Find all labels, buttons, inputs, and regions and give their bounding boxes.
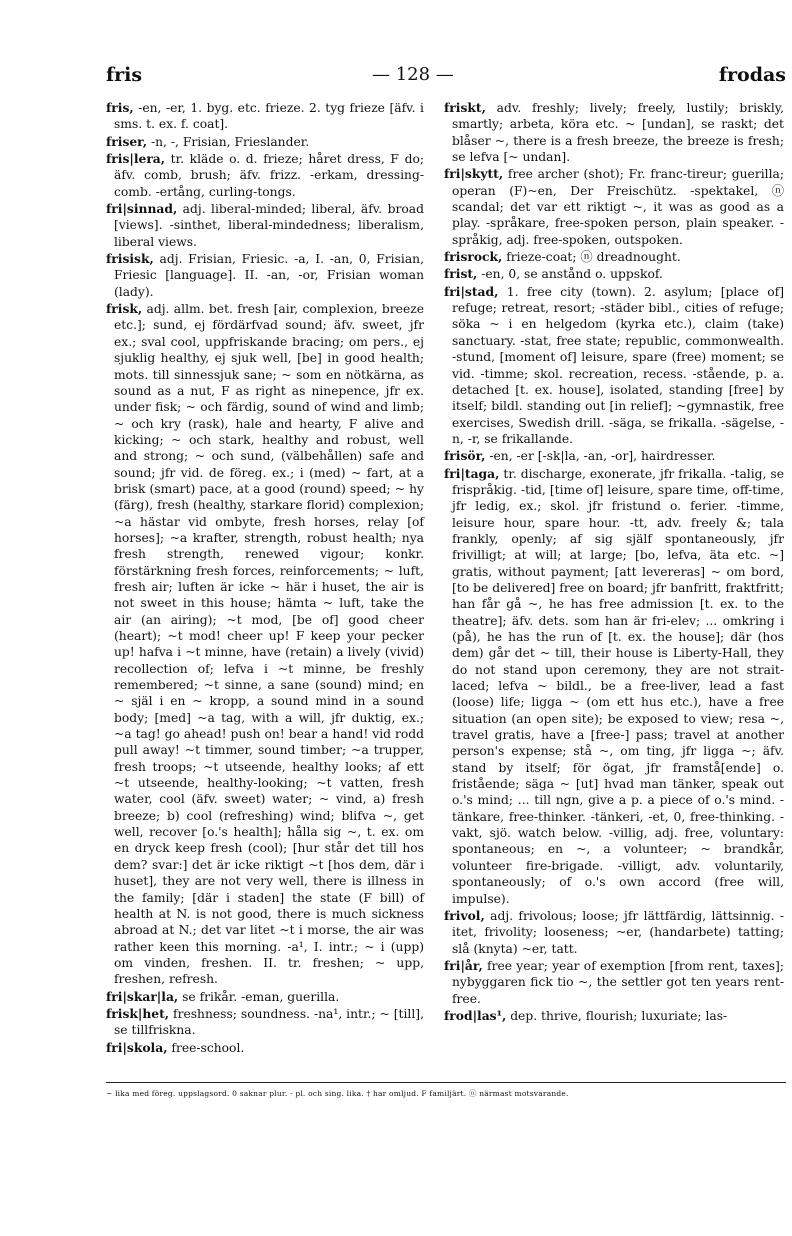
- entry-definition: adj. liberal-minded; liberal, äfv. broad [views]. -sinthet, liberal-mindedness; liberalism, liberal views.: [114, 202, 424, 249]
- entry-definition: tr. discharge, exonerate, jfr frikalla. -talig, se frispråkig. -tid, [time of] leisure, spare time, off-time, jfr ledig, ex.; skol. jfr fristund o. ferier. -timme, leisure hour, spare hour. -tt, adv. freely &; tala frankly, openly; af sig själf spontaneously, jfr frivilligt; at will; at large; [bo, lefva, äta etc. ~] gratis, without payment; [att levereras] ~ om bord, [to be delivered] free on board; jfr banfritt, fraktfritt; han får gå ~, he has free admission [t. ex. to the theatre]; äfv. dets. som han är fri-elev; ... omkring i (på), he has the run of [t. ex. the house]; där (hos dem) går det ~ till, their house is Liberty-Hall, they do not stand upon ceremony, they are not strait-laced; lefva ~ bildl., be a free-liver, lead a fast (loose) life; ligga ~ (om ett hus etc.), have a free situation (an open site); be exposed to view; resa ~, travel gratis, have a [free-] pass; travel at another person's expense; stå ~, om ting, jfr ligga ~; äfv. stand by itself; för ögat, jfr framstå[ende] o. fristående; säga ~ [ut] hvad man tänker, speak out o.'s mind; ... till ngn, give a p. a piece of o.'s mind. -tänkare, free-thinker. -tänkeri, -et, 0, free-thinking. -vakt, sjö. watch below. -villig, adj. free, voluntary: spontaneous; en ~, a volunteer; ~ brandkår, volunteer fire-brigade. -villigt, adv. voluntarily, spontaneously; of o.'s own accord (free will, impulse).: [452, 466, 784, 906]
- entry-headword: frod|las¹,: [444, 1007, 507, 1023]
- dictionary-entry: [106, 151, 424, 200]
- entry-headword: fris,: [106, 100, 134, 115]
- dictionary-entry: [444, 284, 784, 447]
- entry-definition: frieze-coat; ⓝ dreadnought.: [502, 250, 681, 265]
- entry-headword: friskt,: [444, 100, 486, 115]
- entry-definition: free-school.: [167, 1040, 245, 1055]
- entry-definition: adj. frivolous; loose; jfr lättfärdig, lättsinnig. -itet, frivolity; looseness; ~er, (handarbete) tatting; slå (knyta) ~er, tatt.: [452, 908, 784, 956]
- running-header: [106, 64, 786, 92]
- entry-headword: fri|sinnad,: [106, 201, 178, 217]
- entry-definition: adj. allm. bet. fresh [air, complexion, breeze etc.]; sund, ej fördärfvad sound; äfv. sweet, jfr ex.; sval cool, uppfriskande bracing; om pers., ej sjuklig healthy, ej sjuk well, [be] in good health; mots. till sinnessjuk sane; ~ som en nötkärna, as sound as a nut, F as right as ninepence, jfr ex. under fisk; ~ och färdig, sound of wind and limb; ~ och kry (rask), hale and hearty, F alive and kicking; ~ och stark, healthy and robust, well and strong; ~ och sund, (välbehållen) safe and sound; jfr vid. de föreg. ex.; i (med) ~ fart, at a brisk (smart) pace, at a good (round) speed; ~ hy (färg), fresh (healthy, starkare florid) complexion; ~a hästar vid ombyte, fresh horses, relay [of horses]; ~a krafter, strength, robust health; nya fresh strength, renewed vigour; konkr. förstärkning fresh forces, reinforcements; ~ luft, fresh air; luften är icke ~ här i huset, the air is not sweet in this house; hämta ~ luft, take the air (an airing); ~t mod, [be of] good cheer (heart); ~t mod! cheer up! F keep your pecker up! hafva i ~t minne, have (retain) a lively (vivid) recollection of; lefva i ~t minne, be freshly remembered; ~t sinne, a sane (sound) mind; en ~ själ i en ~ kropp, a sound mind in a sound body; [med] ~a tag, with a will, jfr duktig, ex.; ~a tag! go ahead! push on! bear a hand! vid rodd pull away! ~t timmer, sound timber; ~a trupper, fresh troops; ~t utseende, healthy looks; af ett ~t utseende, healthy-looking; ~t vatten, fresh water, cool (äfv. sweet) water; ~ vind, a) fresh breeze; b) cool (refreshing) wind; blifva ~, get well, recover [o.'s health]; hålla sig ~, t. ex. om en dryck keep fresh (cool); [hur står det till hos dem? svar:] det är icke riktigt ~t [hos dem, där i huset], they are not very well, there is illness in the family; [där i staden] the state (F bill) of health at N. is not good, there is much sickness abroad at N.; det var litet ~t i morse, the air was rather keen this morning. -a¹, I. intr.; ~ i (upp) om vinden, freshen. II. tr. freshen; ~ upp, freshen, refresh.: [114, 302, 424, 987]
- dictionary-entry: [444, 166, 784, 248]
- entry-definition: free archer (shot); Fr. franc-tireur; guerilla; operan (F)~en, Der Freischütz. -spektakel, ⓝ scandal; det var ett riktigt ~, it was as good as a play. -språkare, free-spoken person, plain speaker. -språkig, adj. free-spoken, outspoken.: [452, 167, 784, 247]
- entry-definition: free year; year of exemption [from rent, taxes]; nybyggaren fick tio ~, the settler got ten years rent-free.: [452, 958, 784, 1006]
- dictionary-entry: [444, 100, 784, 165]
- entry-headword: frisisk,: [106, 251, 154, 267]
- entry-headword: fris|lera,: [106, 151, 166, 167]
- right-column: [444, 100, 784, 1025]
- entry-definition: se frikår. -eman, guerilla.: [178, 989, 340, 1004]
- entry-headword: frisör,: [444, 448, 486, 464]
- dictionary-entry: [106, 100, 424, 133]
- entry-definition: -en, -er [-sk|la, -an, -or], hairdresser.: [485, 449, 716, 464]
- dictionary-entry: [106, 301, 424, 987]
- dictionary-entry: [106, 989, 424, 1005]
- entry-headword: frist,: [444, 266, 478, 282]
- dictionary-entry: [106, 1040, 424, 1056]
- page-number: — 128 —: [372, 64, 454, 85]
- entry-headword: frisrock,: [444, 249, 503, 265]
- dictionary-entry: [444, 249, 784, 265]
- dictionary-entry: [444, 448, 784, 464]
- dictionary-entry: [106, 1006, 424, 1039]
- entry-headword: fri|år,: [444, 957, 483, 973]
- footer-divider: [106, 1082, 786, 1083]
- entry-headword: frivol,: [444, 907, 485, 923]
- dictionary-entry: [444, 958, 784, 1007]
- entry-headword: frisk,: [106, 301, 143, 317]
- entry-definition: 1. free city (town). 2. asylum; [place of] refuge; retreat, resort; -städer bibl., cities of refuge; söka ~ i en helgedom (kyrka etc.), claim (take) sanctuary. -stat, free state; republic, commonwealth. -stund, [moment of] leisure, spare (free) moment; se vid. -timme; skol. recreation, recess. -stående, p. a. detached [t. ex. house], isolated, standing [free] by itself; bildl. standing out [in relief]; ~gymnastik, free exercises, Swedish drill. -säga, se frikalla. -sägelse, -n, -r, se frikallande.: [452, 284, 784, 446]
- entry-headword: frisk|het,: [106, 1005, 170, 1021]
- entry-definition: -en, -er, 1. byg. etc. frieze. 2. tyg frieze [äfv. i sms. t. ex. f. coat].: [114, 101, 424, 132]
- entry-headword: friser,: [106, 133, 148, 149]
- entry-definition: freshness; soundness. -na¹, intr.; ~ [till], se tillfriskna.: [114, 1006, 424, 1038]
- entry-definition: -en, 0, se anstånd o. uppskof.: [477, 267, 663, 282]
- dictionary-entry: [444, 1008, 784, 1024]
- dictionary-entry: [444, 266, 784, 282]
- entry-definition: dep. thrive, flourish; luxuriate; las-: [506, 1008, 728, 1023]
- dictionary-entry: [106, 251, 424, 300]
- dictionary-entry: [444, 466, 784, 907]
- entry-headword: fri|skola,: [106, 1039, 168, 1055]
- footer-legend: ~ lika med föreg. uppslagsord. 0 saknar plur. - pl. och sing. lika. † har omljud. F familjärt. ⓝ närmast motsvarande.: [106, 1089, 569, 1098]
- left-column: [106, 100, 424, 1057]
- entry-headword: fri|taga,: [444, 465, 500, 481]
- entry-headword: fri|stad,: [444, 283, 499, 299]
- entry-definition: adj. Frisian, Friesic. -a, I. -an, 0, Frisian, Friesic [language]. II. -an, -or, Frisian woman (lady).: [114, 252, 424, 299]
- header-guide-word-right: frodas: [718, 64, 786, 86]
- dictionary-entry: [106, 201, 424, 250]
- dictionary-entry: [106, 134, 424, 150]
- entry-definition: -n, -, Frisian, Frieslander.: [147, 134, 310, 149]
- entry-headword: fri|skytt,: [444, 166, 504, 182]
- entry-definition: tr. kläde o. d. frieze; håret dress, F do; äfv. comb, brush; äfv. frizz. -erkam, dressing-comb. -ertång, curling-tongs.: [114, 152, 424, 199]
- entry-definition: adv. freshly; lively; freely, lustily; briskly, smartly; arbeta, köra etc. ~ [undan], se raskt; det blåser ~, there is a fresh breeze, the breeze is fresh; se lefva [~ undan].: [452, 101, 784, 165]
- dictionary-entry: [444, 908, 784, 957]
- header-guide-word-left: fris: [106, 64, 143, 86]
- entry-headword: fri|skar|la,: [106, 988, 179, 1004]
